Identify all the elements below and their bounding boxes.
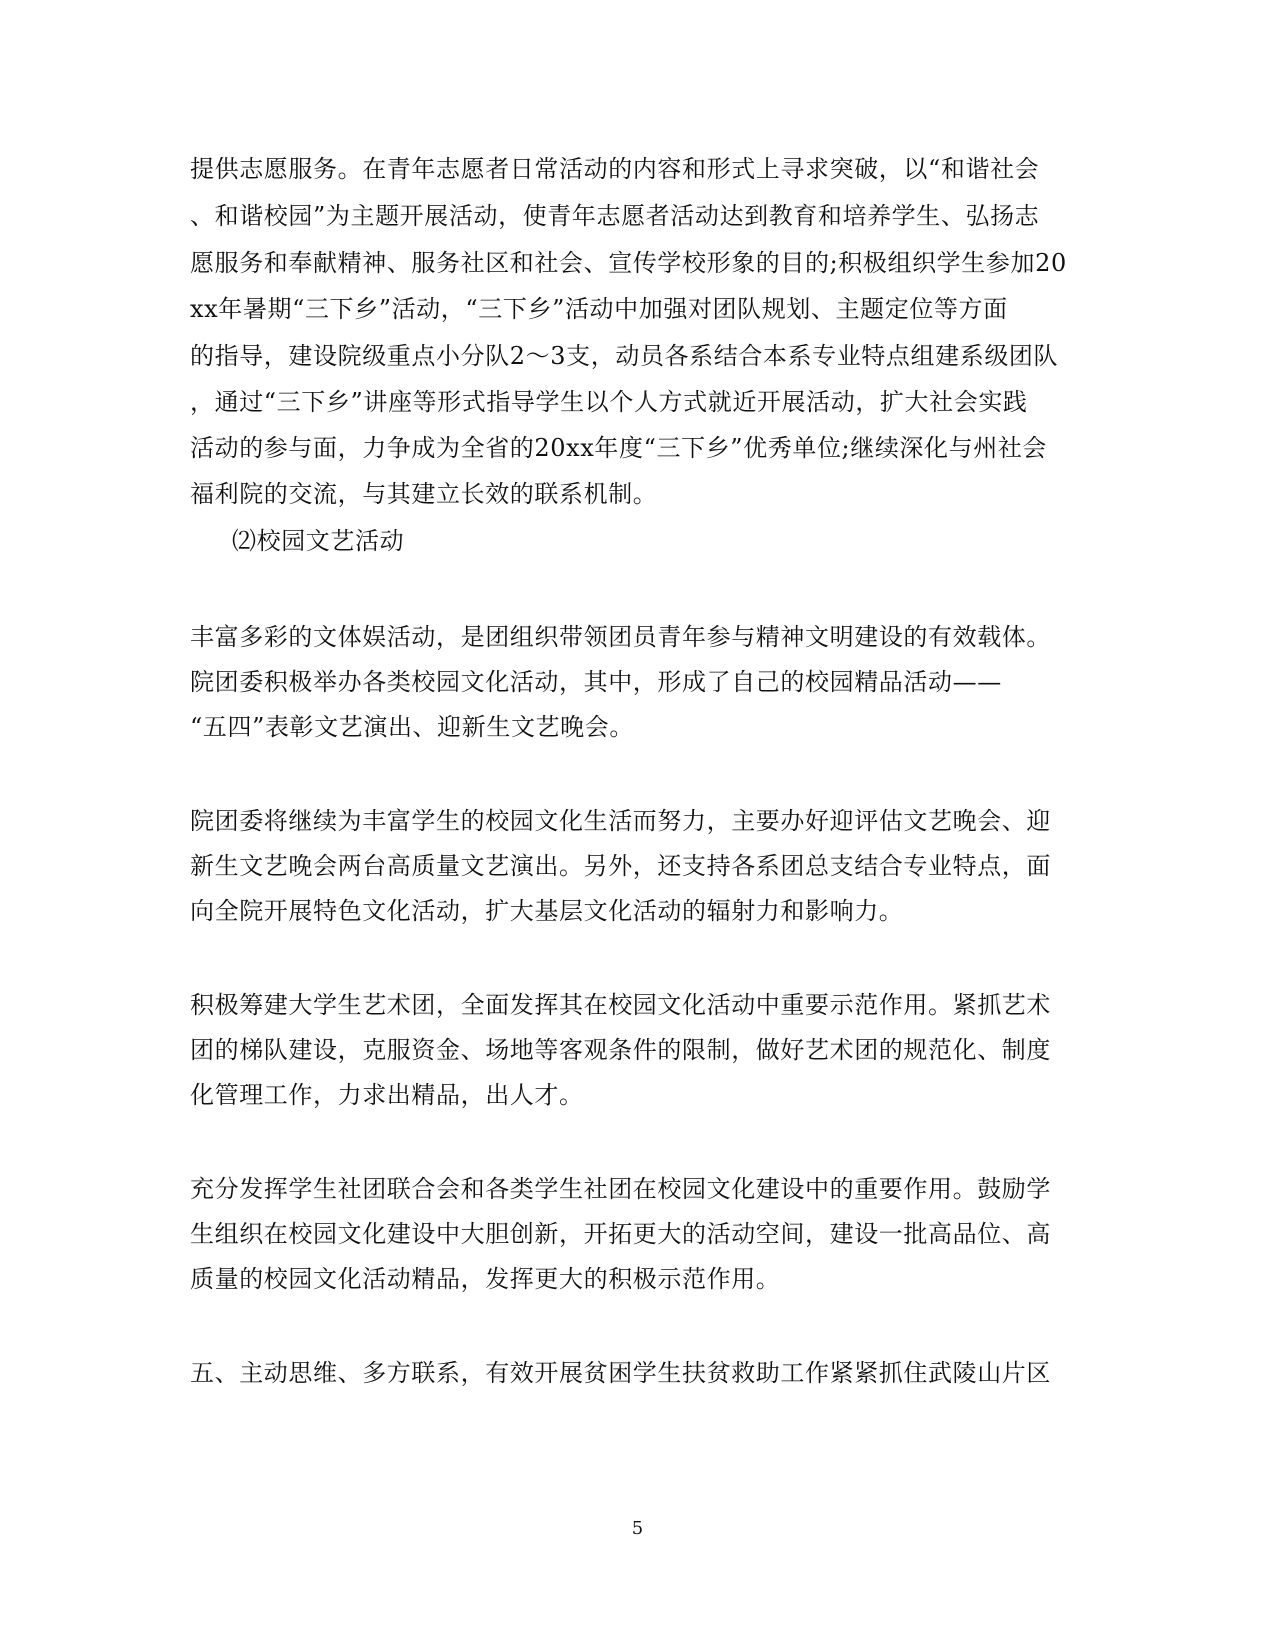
text-line: 提供志愿服务。在青年志愿者日常活动的内容和形式上寻求突破，以“和谐社会: [190, 155, 1040, 183]
text-line: 积极筹建大学生艺术团，全面发挥其在校园文化活动中重要示范作用。紧抓艺术: [190, 991, 1051, 1019]
text-line: 院团委积极举办各类校园文化活动，其中，形成了自己的校园精品活动——: [190, 668, 1002, 696]
text-line: 五、主动思维、多方联系，有效开展贫困学生扶贫救助工作紧紧抓住武陵山片区: [190, 1359, 1051, 1387]
section-heading: ⑵校园文艺活动: [232, 527, 405, 555]
text-line: 质量的校园文化活动精品，发挥更大的积极示范作用。: [190, 1265, 781, 1293]
text-line: 活动的参与面，力争成为全省的20xx年度“三下乡”优秀单位;继续深化与州社会: [190, 434, 1048, 462]
text-line: 的指导，建设院级重点小分队2～3支，动员各系结合本系专业特点组建系级团队: [190, 342, 1059, 370]
text-line: 化管理工作，力求出精品，出人才。: [190, 1081, 584, 1109]
text-line: xx年暑期“三下乡”活动，“三下乡”活动中加强对团队规划、主题定位等方面: [190, 295, 1008, 323]
text-line: 院团委将继续为丰富学生的校园文化生活而努力，主要办好迎评估文艺晚会、迎: [190, 807, 1051, 835]
text-line: 愿服务和奉献精神、服务社区和社会、宣传学校形象的目的;积极组织学生参加20: [190, 249, 1067, 277]
page-number: 5: [631, 1518, 644, 1539]
text-line: 团的梯队建设，克服资金、场地等客观条件的限制，做好艺术团的规范化、制度: [190, 1036, 1051, 1064]
text-line: 充分发挥学生社团联合会和各类学生社团在校园文化建设中的重要作用。鼓励学: [190, 1175, 1051, 1203]
text-line: 生组织在校园文化建设中大胆创新，开拓更大的活动空间，建设一批高品位、高: [190, 1220, 1051, 1248]
text-line: 新生文艺晚会两台高质量文艺演出。另外，还支持各系团总支结合专业特点，面: [190, 852, 1051, 880]
text-line: 向全院开展特色文化活动，扩大基层文化活动的辐射力和影响力。: [190, 897, 904, 925]
text-line: 、和谐校园”为主题开展活动，使青年志愿者活动达到教育和培养学生、弘扬志: [190, 202, 1040, 230]
text-line: ，通过“三下乡”讲座等形式指导学生以个人方式就近开展活动，扩大社会实践: [190, 388, 1028, 416]
text-line: 福利院的交流，与其建立长效的联系机制。: [190, 480, 658, 508]
text-line: 丰富多彩的文体娱活动，是团组织带领团员青年参与精神文明建设的有效载体。: [190, 623, 1051, 651]
text-line: “五四”表彰文艺演出、迎新生文艺晚会。: [190, 713, 634, 741]
